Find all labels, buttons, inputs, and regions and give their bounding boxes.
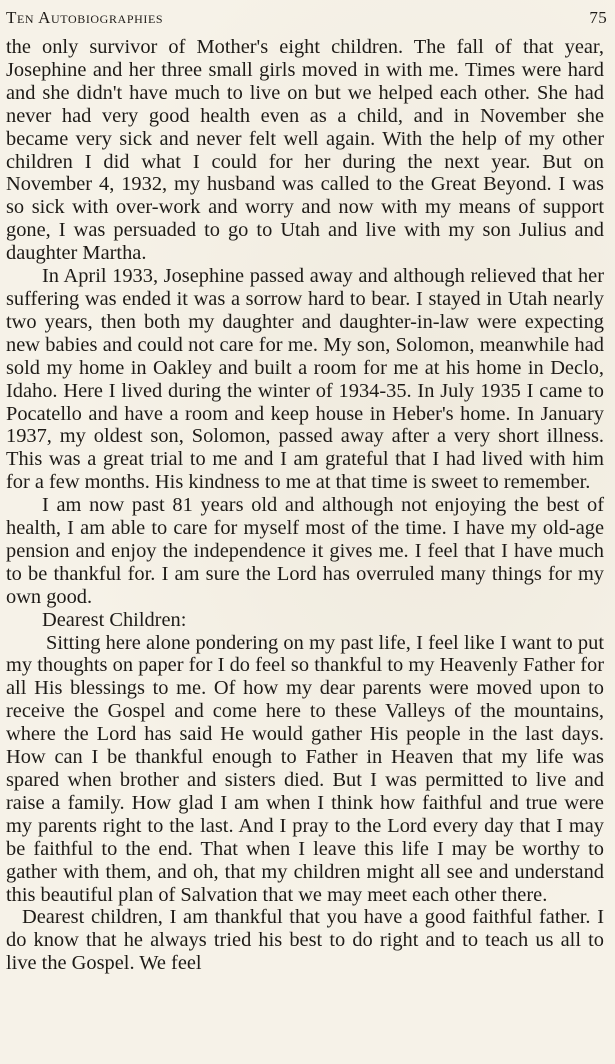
running-head: Ten Autobiographies xyxy=(6,8,164,27)
letter-paragraph-2: Dearest children, I am thankful that you have a good faithful father. I do know that he always tried his best to do right and to teach us all to live the Gospel. We feel xyxy=(6,906,604,975)
paragraph-continued: the only survivor of Mother's eight children. The fall of that year, Josephine and her three small girls moved in with me. Times were hard and she didn't have much to live on but we helped each other. She had never had very good health even as a child, and in November she became very sick and never felt well again. With the help of my other children I did what I could for her during the next year. But on November 4, 1932, my husband was called to the Great Beyond. I was so sick with over-work and worry and now with my means of support gone, I was persuaded to go to Utah and live with my son Julius and daughter Martha. xyxy=(6,36,604,265)
page-header xyxy=(6,8,607,32)
letter-salutation: Dearest Children: xyxy=(42,608,187,631)
page-number: 75 xyxy=(589,8,607,27)
paragraph-past-81: I am now past 81 years old and although not enjoying the best of health, I am able to care for myself most of the time. I have my old-age pension and enjoy the independence it gives me. I feel that I have much to be thankful for. I am sure the Lord has overruled many things for my own good. xyxy=(6,494,604,608)
body-text xyxy=(6,36,604,975)
paragraph-april-1933: In April 1933, Josephine passed away and although relieved that her suffering was ended it was a sorrow hard to bear. I stayed in Utah nearly two years, then both my daughter and daughter-in-law were expecting new babies and could not care for me. My son, Solomon, meanwhile had sold my home in Oakley and built a room for me at his home in Declo, Idaho. Here I lived during the winter of 1934-35. In July 1935 I came to Pocatello and have a room and keep house in Heber's home. In January 1937, my oldest son, Solomon, passed away after a very short illness. This was a great trial to me and I am grateful that I had lived with him for a few months. His kindness to me at that time is sweet to remember. xyxy=(6,265,604,494)
letter-paragraph-1: Sitting here alone pondering on my past life, I feel like I want to put my thoughts on paper for I do feel so thankful to my Heavenly Father for all His blessings to me. Of how my dear parents were moved upon to receive the Gospel and come here to these Valleys of the mountains, where the Lord has said He would gather His people in the last days. How can I be thankful enough to Father in Heaven that my life was spared when brother and sisters died. But I was permitted to live and raise a family. How glad I am when I think how faithful and true were my parents right to the last. And I pray to the Lord every day that I may be faithful to the end. That when I leave this life I may be worthy to gather with them, and oh, that my children might all see and understand this beautiful plan of Salvation that we may meet each other there. xyxy=(6,631,604,906)
